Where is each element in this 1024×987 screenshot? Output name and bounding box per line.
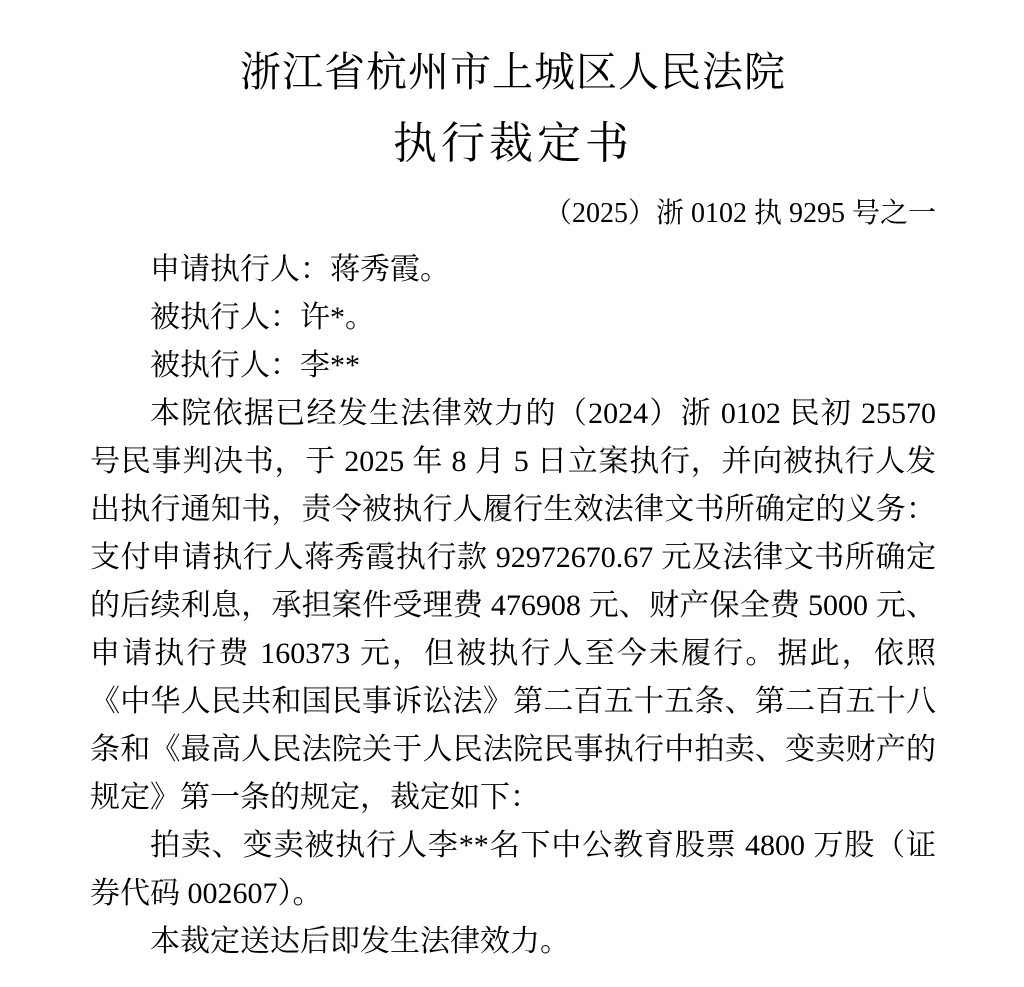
party-respondent-1: 被执行人：许*。 — [150, 301, 375, 334]
document-body — [90, 246, 936, 966]
party-applicant: 申请执行人：蒋秀霞。 — [150, 253, 450, 286]
body-paragraph-ruling: 拍卖、变卖被执行人李**名下中公教育股票 4800 万股（证券代码 002607）。 — [90, 829, 936, 910]
body-paragraph-facts: 本院依据已经发生法律效力的（2024）浙 0102 民初 25570 号民事判决书，于 2025 年 8 月 5 日立案执行，并向被执行人发出执行通知书，责令被执行人履行生效法律文书所确定的义务：支付申请执行人蒋秀霞执行款 92972670.67 元及法律文书所确定的后续利息，承担案件受理费 476908 元、财产保全费 5000 元、申请执行费 160373 元，但被执行人至今未履行。据此，依照《中华人民共和国民事诉讼法》第二百五十五条、第二百五十八条和《最高人民法院关于人民法院民事执行中拍卖、变卖财产的规定》第一条的规定，裁定如下： — [90, 397, 936, 814]
party-respondent-2: 被执行人：李** — [150, 349, 360, 382]
court-name: 浙江省杭州市上城区人民法院 — [240, 49, 786, 95]
body-paragraph-effect: 本裁定送达后即发生法律效力。 — [150, 925, 570, 958]
document-title: 执行裁定书 — [393, 119, 633, 168]
case-number: （2025）浙 0102 执 9295 号之一 — [543, 198, 936, 229]
